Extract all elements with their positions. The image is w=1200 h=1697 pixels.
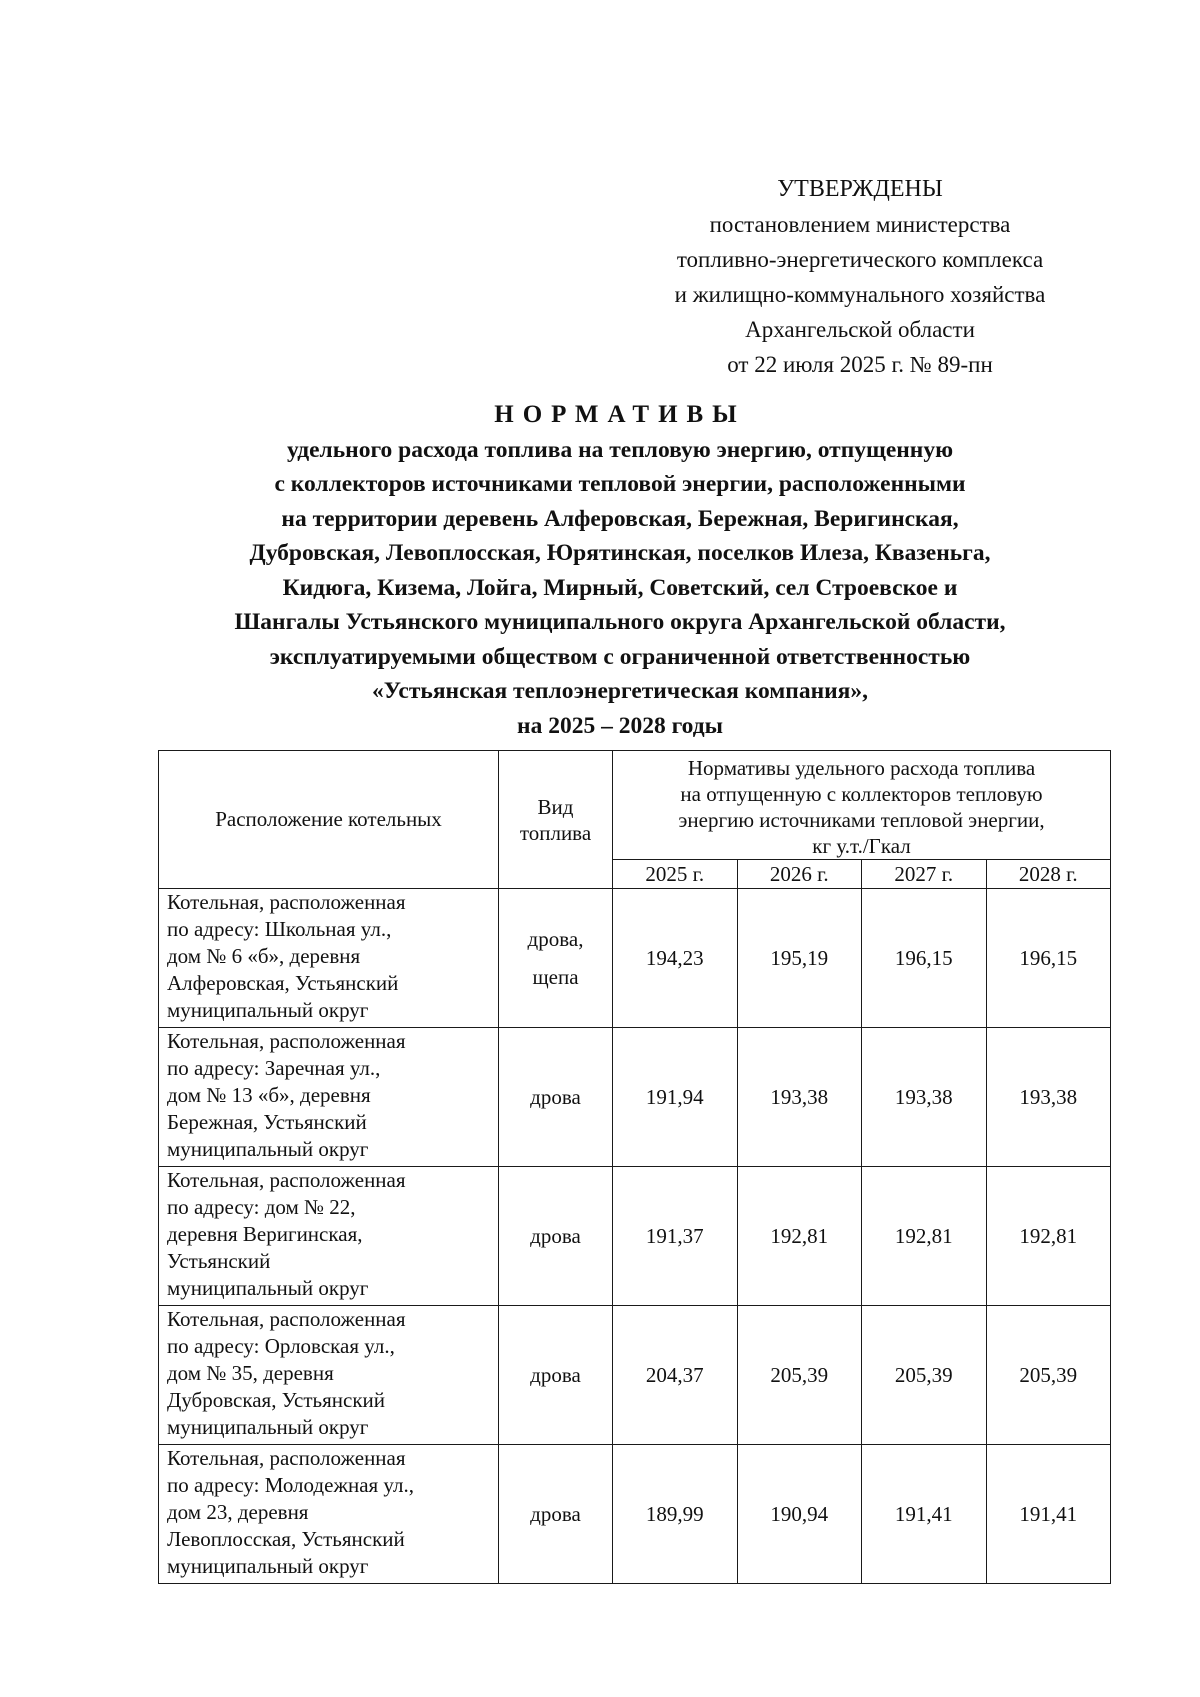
location-line: по адресу: Молодежная ул.,	[167, 1473, 414, 1497]
value-cell: 191,41	[862, 1445, 987, 1584]
location-line: Котельная, расположенная	[167, 1029, 406, 1053]
value-cell: 193,38	[986, 1028, 1111, 1167]
fuel-line: дрова	[530, 1085, 581, 1109]
approval-line: постановлением министерства	[709, 212, 1011, 237]
value-cell: 189,99	[613, 1445, 738, 1584]
header-group-unit: кг у.т./Гкал	[812, 834, 911, 858]
location-line: Котельная, расположенная	[167, 1168, 406, 1192]
norms-table	[158, 750, 1111, 1584]
location-line: Левоплосская, Устьянский	[167, 1527, 405, 1551]
value-cell: 196,15	[862, 889, 987, 1028]
location-line: по адресу: дом № 22,	[167, 1195, 356, 1219]
title-line: с коллекторов источниками тепловой энергии, расположенными	[274, 471, 966, 497]
value-cell: 193,38	[862, 1028, 987, 1167]
value-cell: 191,41	[986, 1445, 1111, 1584]
title-line: эксплуатируемыми обществом с ограниченной ответственностью	[269, 643, 971, 670]
title-period-line: на 2025 – 2028 годы	[517, 712, 723, 739]
header-location: Расположение котельных	[159, 751, 499, 889]
approval-line: и жилищно-коммунального хозяйства	[674, 282, 1046, 307]
table-row	[159, 1445, 1111, 1584]
location-line: муниципальный округ	[167, 1415, 369, 1439]
value-cell: 205,39	[986, 1306, 1111, 1445]
location-cell	[159, 1167, 499, 1306]
location-line: Бережная, Устьянский	[167, 1110, 367, 1134]
title-line: на территории деревень Алферовская, Бережная, Веригинская,	[281, 505, 959, 532]
location-line: Устьянский	[167, 1249, 271, 1273]
header-year: 2025 г.	[613, 860, 738, 889]
header-norms-group	[613, 751, 1111, 860]
location-line: дом № 6 «б», деревня	[167, 944, 361, 968]
fuel-line: дрова	[530, 1224, 581, 1248]
header-group-line: энергию источниками тепловой энергии,	[678, 808, 1045, 832]
location-cell	[159, 1445, 499, 1584]
approval-heading: УТВЕРЖДЕНЫ	[777, 176, 943, 202]
location-line: Котельная, расположенная	[167, 890, 406, 914]
header-fuel-line: Вид	[537, 794, 574, 819]
approval-line: топливно-энергетического комплекса	[676, 247, 1044, 272]
title-line: Шангалы Устьянского муниципального округа Архангельской области,	[234, 609, 1006, 635]
value-cell: 195,19	[737, 889, 862, 1028]
document-title	[120, 398, 1120, 743]
main-title: НОРМАТИВЫ	[494, 401, 746, 428]
location-cell	[159, 1306, 499, 1445]
value-cell: 192,81	[737, 1167, 862, 1306]
approval-stamp	[600, 172, 1120, 382]
location-cell	[159, 1028, 499, 1167]
location-line: Котельная, расположенная	[167, 1446, 406, 1470]
location-line: Дубровская, Устьянский	[167, 1388, 386, 1412]
location-line: муниципальный округ	[167, 1276, 369, 1300]
location-line: муниципальный округ	[167, 998, 369, 1022]
fuel-cell	[499, 1167, 613, 1306]
header-group-line: Нормативы удельного расхода топлива	[687, 756, 1036, 780]
value-cell: 205,39	[862, 1306, 987, 1445]
value-cell: 191,37	[613, 1167, 738, 1306]
header-fuel-line: топлива	[519, 820, 592, 845]
header-fuel-type	[499, 751, 613, 889]
value-cell: 204,37	[613, 1306, 738, 1445]
location-line: деревня Веригинская,	[167, 1222, 363, 1246]
fuel-line: дрова	[530, 1363, 581, 1387]
value-cell: 191,94	[613, 1028, 738, 1167]
header-group-line: на отпущенную с коллекторов тепловую	[680, 782, 1043, 806]
fuel-cell	[499, 889, 613, 1028]
approval-date-line: от 22 июля 2025 г. № 89-пн	[727, 352, 993, 377]
fuel-line: дрова,	[527, 927, 584, 951]
location-line: муниципальный округ	[167, 1137, 369, 1161]
location-line: дом № 13 «б», деревня	[167, 1083, 371, 1107]
table-header-row	[159, 751, 1111, 860]
title-line: Дубровская, Левоплосская, Юрятинская, поселков Илеза, Квазеньга,	[249, 540, 991, 566]
approval-line: Архангельской области	[745, 317, 975, 342]
fuel-cell	[499, 1028, 613, 1167]
location-line: дом № 35, деревня	[167, 1361, 334, 1385]
fuel-line: дрова	[530, 1502, 581, 1526]
location-line: по адресу: Заречная ул.,	[167, 1056, 381, 1080]
value-cell: 190,94	[737, 1445, 862, 1584]
value-cell: 193,38	[737, 1028, 862, 1167]
location-line: по адресу: Школьная ул.,	[167, 917, 392, 941]
table-row	[159, 889, 1111, 1028]
header-year: 2026 г.	[737, 860, 862, 889]
value-cell: 194,23	[613, 889, 738, 1028]
table-row	[159, 1167, 1111, 1306]
title-line: «Устьянская теплоэнергетическая компания»,	[371, 678, 869, 704]
value-cell: 192,81	[862, 1167, 987, 1306]
fuel-line: щепа	[532, 965, 579, 989]
location-line: Котельная, расположенная	[167, 1307, 406, 1331]
location-line: по адресу: Орловская ул.,	[167, 1334, 395, 1358]
fuel-cell	[499, 1306, 613, 1445]
table-row	[159, 1028, 1111, 1167]
location-line: муниципальный округ	[167, 1554, 369, 1578]
fuel-cell	[499, 1445, 613, 1584]
header-year: 2028 г.	[986, 860, 1111, 889]
value-cell: 192,81	[986, 1167, 1111, 1306]
header-year: 2027 г.	[862, 860, 987, 889]
table-row	[159, 1306, 1111, 1445]
location-line: дом 23, деревня	[167, 1500, 309, 1524]
title-line: удельного расхода топлива на тепловую энергию, отпущенную	[286, 436, 954, 463]
location-line: Алферовская, Устьянский	[167, 971, 399, 995]
location-cell	[159, 889, 499, 1028]
value-cell: 196,15	[986, 889, 1111, 1028]
title-line: Кидюга, Кизема, Лойга, Мирный, Советский, сел Строевское и	[282, 574, 958, 601]
value-cell: 205,39	[737, 1306, 862, 1445]
